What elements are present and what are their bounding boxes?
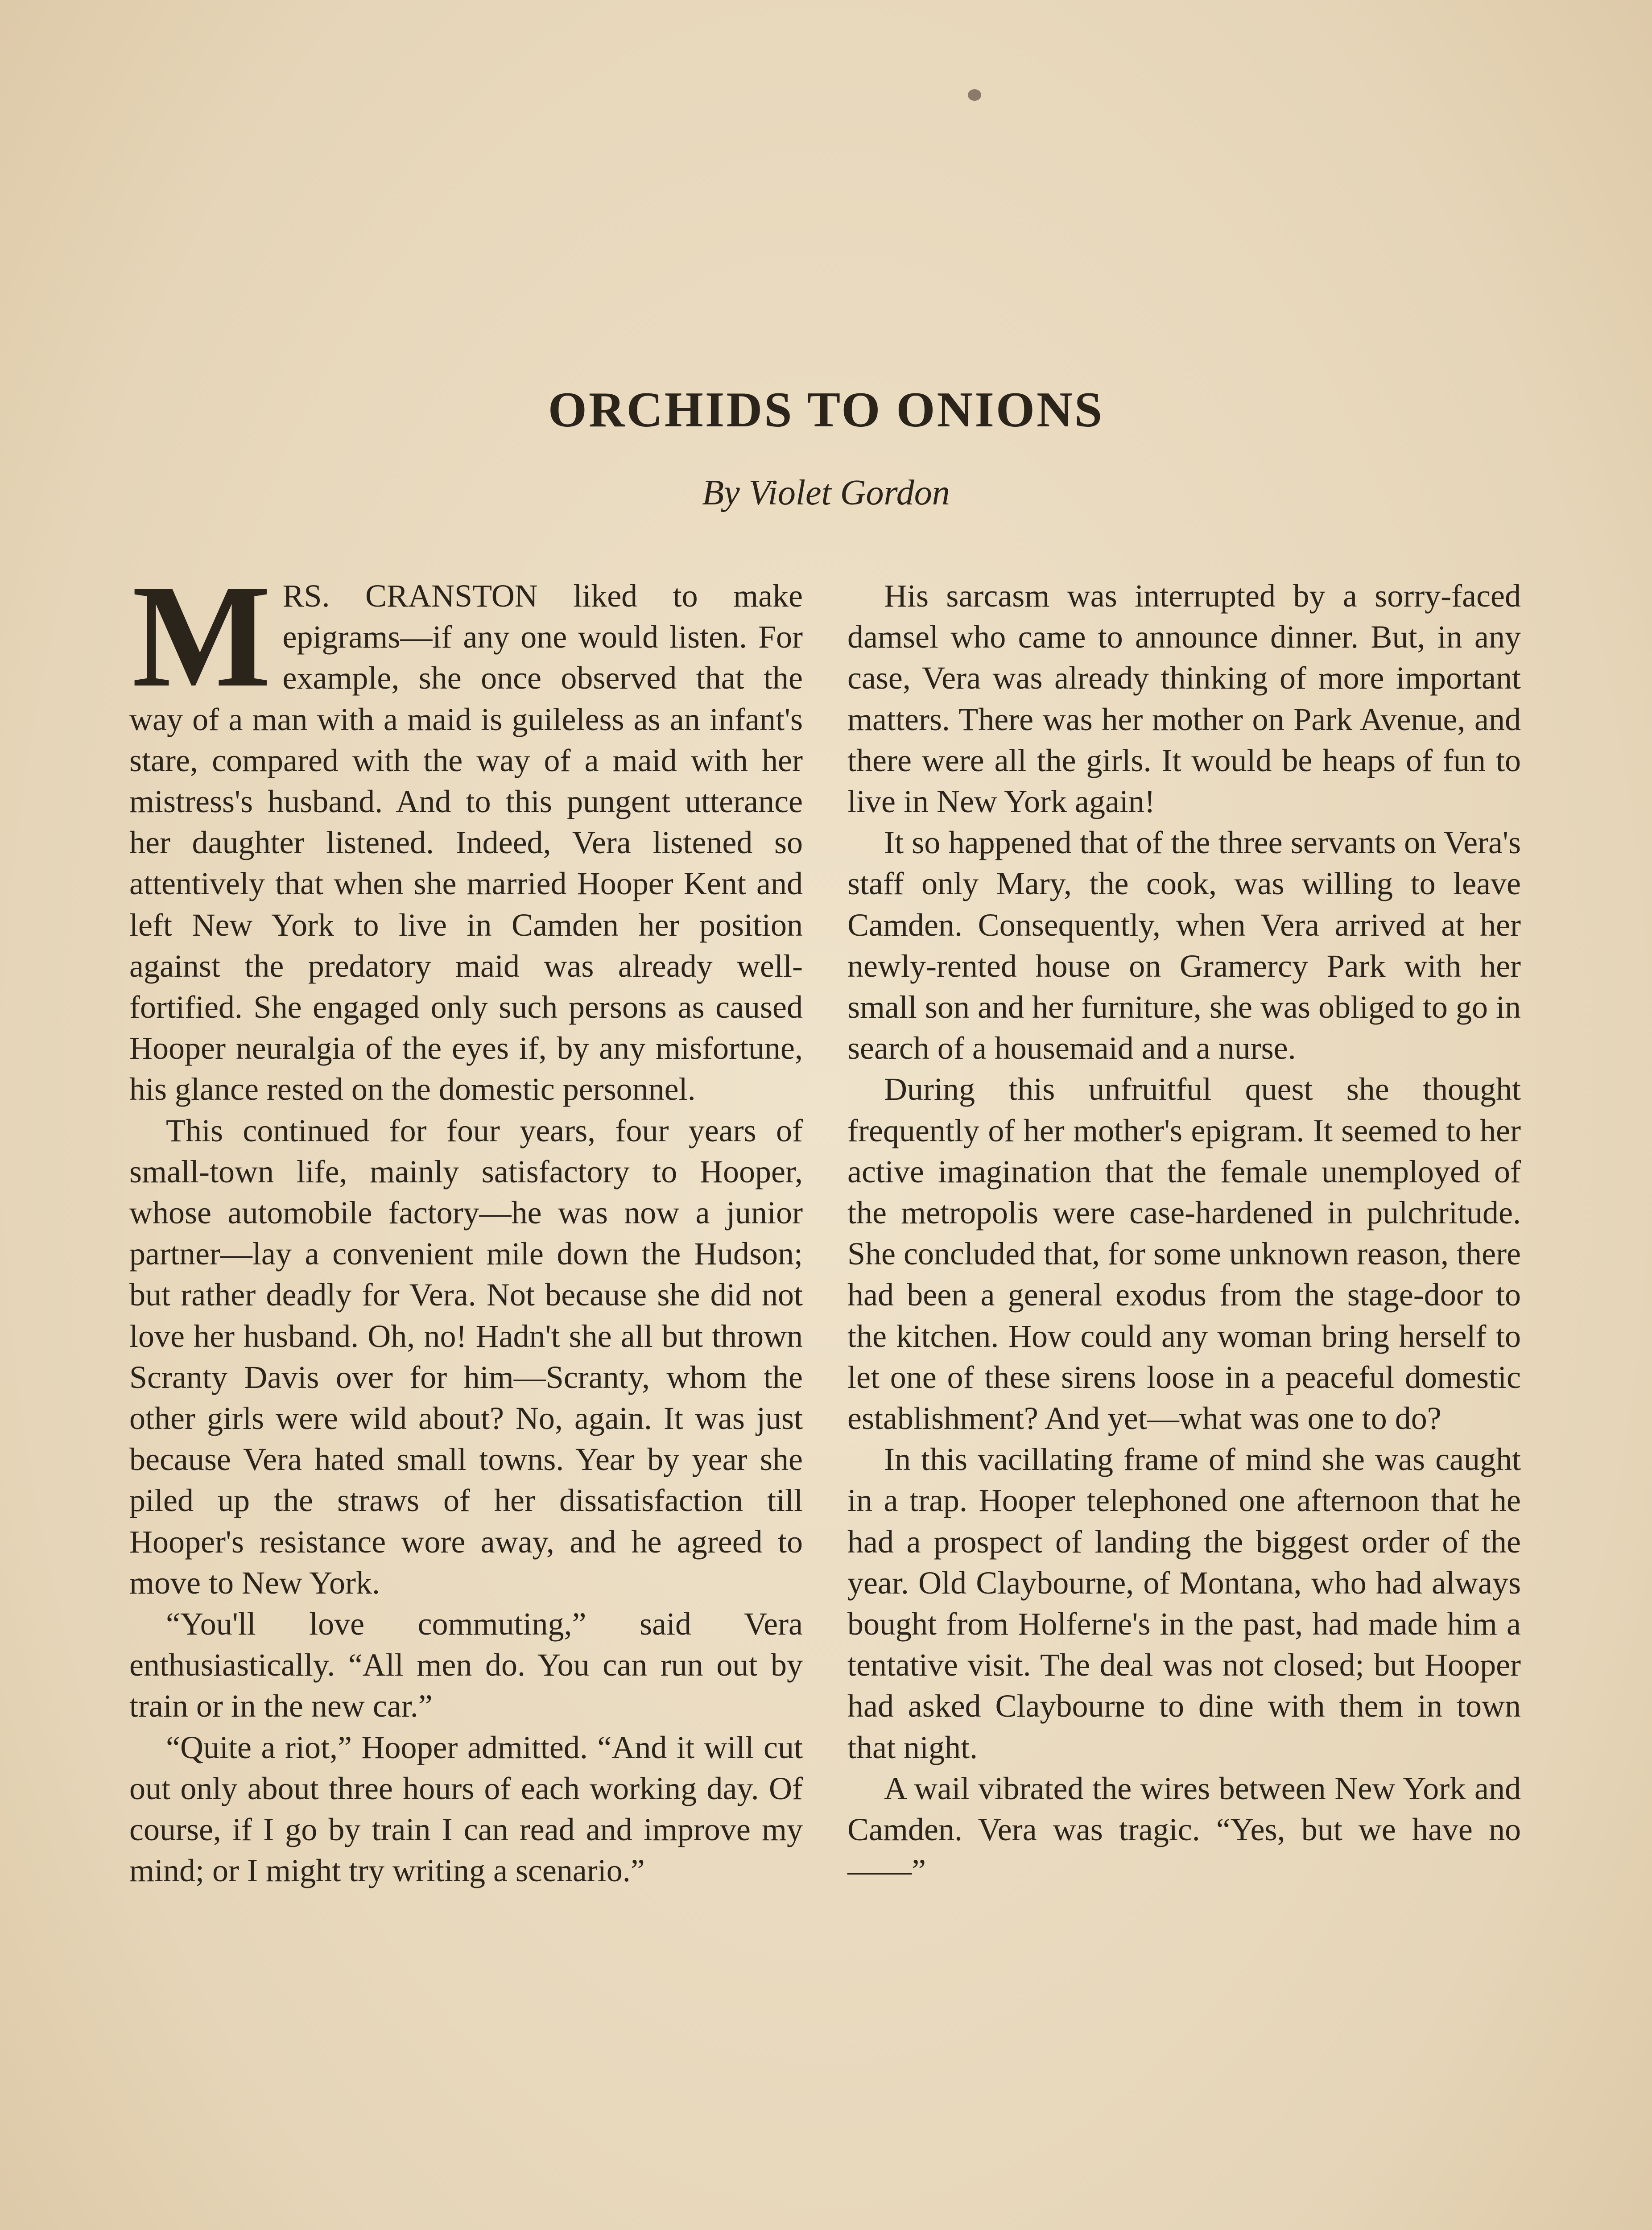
paper-blemish bbox=[968, 89, 981, 101]
paragraph: A wail vibrated the wires between New York and Camden. Vera was tragic. “Yes, but we have no——” bbox=[847, 1770, 1521, 1889]
author-byline: By Violet Gordon bbox=[702, 473, 950, 512]
paragraph: In this vacillating frame of mind she was caught in a trap. Hooper telephoned one afternoon that he had a prospect of landing the biggest order of the year. Old Claybourne, of Montana, who had always bought from Holferne's in the past, had made him a tentative visit. The deal was not closed; but Hooper had asked Claybourne to dine with them in town that night. bbox=[847, 1441, 1521, 1765]
paragraph: “Quite a riot,” Hooper admitted. “And it will cut out only about three hours of each working day. Of course, if I go by train I can read and improve my mind; or I might try writing a scenario.” bbox=[129, 1729, 803, 1889]
story-title: ORCHIDS TO ONIONS bbox=[548, 382, 1104, 438]
drop-cap: M bbox=[132, 555, 271, 718]
paragraph: During this unfruitful quest she thought frequently of her mother's epigram. It seemed to her active imagination that the female unemployed of the metropolis were case-hardened in pulchritude. She concluded that, for some unknown reason, there had been a general exodus from the stage-door to the kitchen. How could any woman bring herself to let one of these sirens loose in a peaceful domestic establishment? And yet—what was one to do? bbox=[847, 1071, 1521, 1437]
paragraph: This continued for four years, four years of small-town life, mainly satisfactory to Hooper, whose automobile factory—he was now a junior partner—lay a convenient mile down the Hudson; but rather deadly for Vera. Not because she did not love her husband. Oh, no! Hadn't she all but thrown Scranty Davis over for him—Scranty, whom the other girls were wild about? No, again. It was just because Vera hated small towns. Year by year she piled up the straws of her dissatisfaction till Hooper's resistance wore away, and he agreed to move to New York. bbox=[129, 1112, 803, 1601]
paragraph bbox=[129, 555, 803, 1110]
paragraph: His sarcasm was interrupted by a sorry-faced damsel who came to announce dinner. But, in any case, Vera was already thinking of more important matters. There was her mother on Park Avenue, and there were all the girls. It would be heaps of fun to live in New York again! bbox=[847, 578, 1521, 820]
right-column bbox=[847, 575, 1521, 1891]
paragraph-text: RS. CRANSTON liked to make epigrams—if any one would listen. For example, she once observed that the way of a man with a maid is guileless as an infant's stare, compared with the way of a maid with her mistress's husband. And to this pungent utterance her daughter listened. Indeed, Vera listened so attentively that when she married Hooper Kent and left New York to live in Camden her position against the predatory maid was already well-fortified. She engaged only such persons as caused Hooper neuralgia of the eyes if, by any misfortune, his glance rested on the domestic personnel. bbox=[129, 578, 803, 1107]
left-column bbox=[129, 555, 803, 1891]
paragraph: It so happened that of the three servants on Vera's staff only Mary, the cook, was willing to leave Camden. Consequently, when Vera arrived at her newly-rented house on Gramercy Park with her small son and her furniture, she was obliged to go in search of a housemaid and a nurse. bbox=[847, 825, 1521, 1066]
paragraph: “You'll love commuting,” said Vera enthusiastically. “All men do. You can run out by train or in the new car.” bbox=[129, 1606, 803, 1724]
